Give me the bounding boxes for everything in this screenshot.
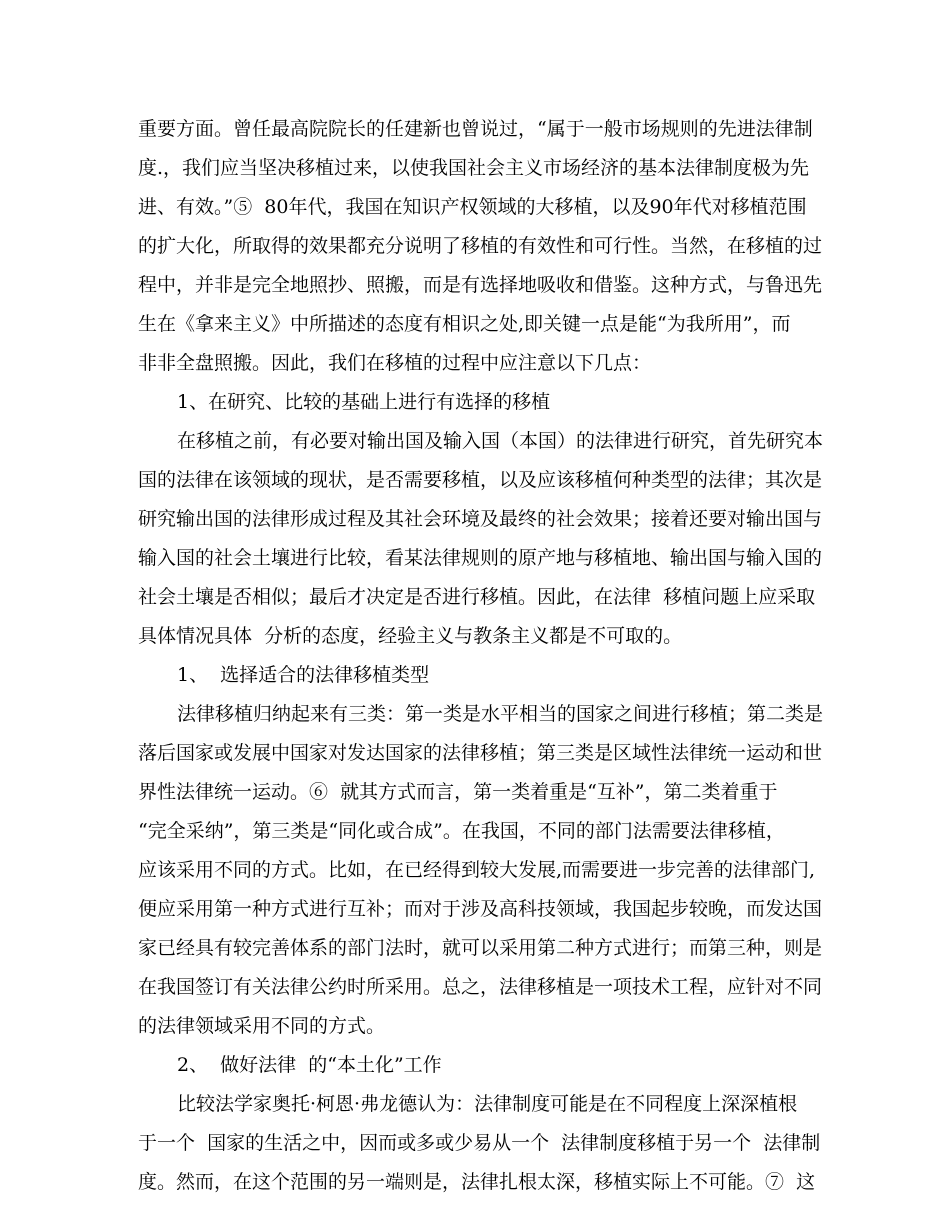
section-heading: 2、 做好法律 的“本土化”工作: [177, 1054, 442, 1076]
text-line: 度。然而，在这个范围的另一端则是，法律扎根太深，移植实际上不可能。⑦ 这: [138, 1171, 816, 1193]
section-heading: 1、 选择适合的法律移植类型: [177, 664, 430, 686]
text-line: 研究输出国的法律形成过程及其社会环境及最终的社会效果；接着还要对输出国与: [138, 508, 823, 530]
text-line: 社会土壤是否相似；最后才决定是否进行移植。因此，在法律 移植问题上应采取: [138, 586, 816, 608]
text-line: 的法律领域采用不同的方式。: [138, 1015, 386, 1037]
text-line: 重要方面。曾任最高院院长的任建新也曾说过，“属于一般市场规则的先进法律制: [138, 118, 813, 140]
paragraph-first-line: 在移植之前，有必要对输出国及输入国（本国）的法律进行研究，首先研究本: [177, 430, 824, 452]
text-line: 具体情况具体 分析的态度，经验主义与教条主义都是不可取的。: [138, 625, 683, 647]
text-line: 输入国的社会土壤进行比较，看某法律规则的原产地与移植地、输出国与输入国的: [138, 547, 823, 569]
text-line: 度.，我们应当坚决移植过来，以使我国社会主义市场经济的基本法律制度极为先: [138, 157, 810, 179]
paragraph-first-line: 法律移植归纳起来有三类：第一类是水平相当的国家之间进行移植；第二类是: [177, 703, 824, 725]
text-line: 应该采用不同的方式。比如，在已经得到较大发展,而需要进一步完善的法律部门,: [138, 859, 816, 881]
text-line: 落后国家或发展中国家对发达国家的法律移植；第三类是区域性法律统一运动和世: [138, 742, 823, 764]
text-line: 的扩大化，所取得的效果都充分说明了移植的有效性和可行性。当然，在移植的过: [138, 235, 823, 257]
text-line: 程中，并非是完全地照抄、照搬，而是有选择地吸收和借鉴。这种方式，与鲁迅先: [138, 274, 823, 296]
paragraph-first-line: 比较法学家奥托·柯恩·弗龙德认为：法律制度可能是在不同程度上深深植根: [177, 1093, 798, 1115]
text-line: 家已经具有较完善体系的部门法时，就可以采用第二种方式进行；而第三种，则是: [138, 937, 823, 959]
section-heading: 1、在研究、比较的基础上进行有选择的移植: [177, 391, 551, 413]
text-line: 非非全盘照搬。因此，我们在移植的过程中应注意以下几点：: [138, 352, 652, 374]
text-line: 在我国签订有关法律公约时所采用。总之，法律移植是一项技术工程，应针对不同: [138, 976, 823, 998]
text-line: “完全采纳”，第三类是“同化或合成”。在我国，不同的部门法需要法律移植，: [138, 820, 785, 842]
text-line: 生在《拿来主义》中所描述的态度有相识之处,即关键一点是能“为我所用”，而: [138, 313, 791, 335]
text-line: 国的法律在该领域的现状，是否需要移植，以及应该移植何种类型的法律；其次是: [138, 469, 823, 491]
text-line: 便应采用第一种方式进行互补；而对于涉及高科技领域，我国起步较晚，而发达国: [138, 898, 823, 920]
text-line: 界性法律统一运动。⑥ 就其方式而言，第一类着重是“互补”，第二类着重于: [138, 781, 778, 803]
text-line: 进、有效。”⑤ 80年代，我国在知识产权领域的大移植，以及90年代对移植范围: [138, 196, 807, 218]
text-line: 于一个 国家的生活之中，因而或多或少易从一个 法律制度移植于另一个 法律制: [138, 1132, 821, 1154]
